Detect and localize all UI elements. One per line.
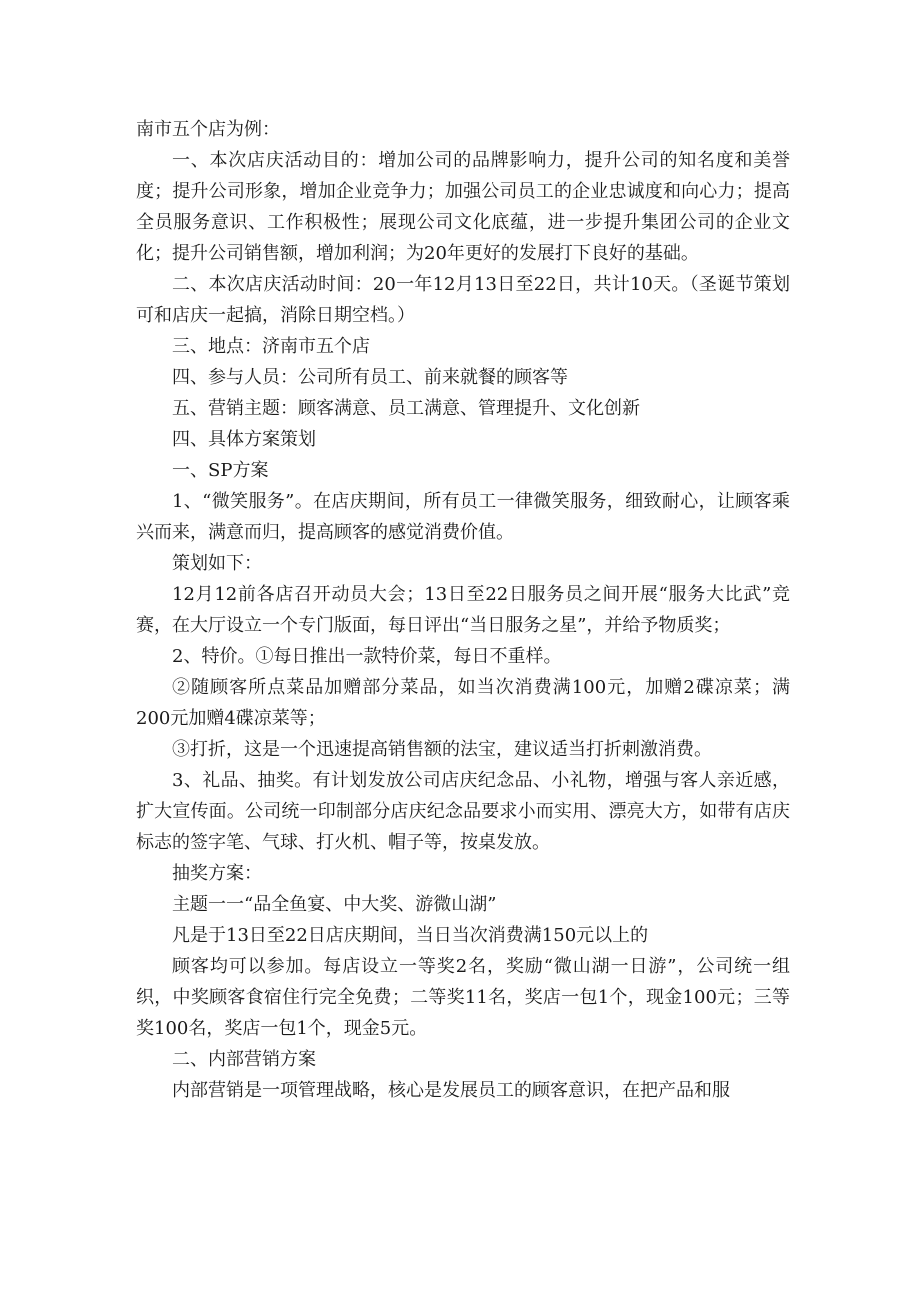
paragraph-19: 顾客均可以参加。每店设立一等奖2名，奖励“微山湖一日游”，公司统一组织，中奖顾客食宿住行完全免费；二等奖11名，奖店一包1个，现金100元；三等奖100名，奖店一包1个，现金5元。	[136, 956, 790, 1039]
subsection-heading-internal: 二、内部营销方案	[172, 1049, 316, 1070]
paragraph-14: ③打折，这是一个迅速提高销售额的法宝，建议适当打折刺激消费。	[172, 739, 712, 760]
paragraph-2: 一、本次店庆活动目的：增加公司的品牌影响力，提升公司的知名度和美誉度；提升公司形象，增加企业竞争力；加强公司员工的企业忠诚度和向心力；提高全员服务意识、工作积极性；展现公司文化底蕴，进一步提升集团公司的企业文化；提升公司销售额，增加利润；为20年更好的发展打下良好的基础。	[136, 150, 790, 264]
paragraph-18: 凡是于13日至22日店庆期间，当日当次消费满150元以上的	[172, 925, 649, 946]
section-heading: 四、具体方案策划	[172, 429, 316, 450]
paragraph-1: 南市五个店为例：	[136, 119, 280, 140]
document-body	[136, 114, 790, 1106]
paragraph-15: 3、礼品、抽奖。有计划发放公司店庆纪念品、小礼物，增强与客人亲近感，扩大宣传面。公司统一印制部分店庆纪念品要求小而实用、漂亮大方，如带有店庆标志的签字笔、气球、打火机、帽子等，按桌发放。	[136, 770, 790, 853]
paragraph-17: 主题一一“品全鱼宴、中大奖、游微山湖”	[172, 894, 497, 915]
paragraph-3: 二、本次店庆活动时间：20一年12月13日至22日，共计10天。（圣诞节策划可和店庆一起搞，消除日期空档。）	[136, 274, 790, 326]
paragraph-9: 1、“微笑服务”。在店庆期间，所有员工一律微笑服务，细致耐心，让顾客乘兴而来，满意而归，提高顾客的感觉消费价值。	[136, 491, 790, 543]
paragraph-11: 12月12前各店召开动员大会；13日至22日服务员之间开展“服务大比武”竞赛，在大厅设立一个专门版面，每日评出“当日服务之星”，并给予物质奖；	[136, 584, 790, 636]
subsection-heading-sp: 一、SP方案	[172, 460, 269, 481]
paragraph-12: 2、特价。①每日推出一款特价菜，每日不重样。	[172, 646, 562, 667]
paragraph-13: ②随顾客所点菜品加赠部分菜品，如当次消费满100元，加赠2碟凉菜；满200元加赠4碟凉菜等；	[136, 677, 790, 729]
paragraph-6: 五、营销主题：顾客满意、员工满意、管理提升、文化创新	[172, 398, 640, 419]
paragraph-5: 四、参与人员：公司所有员工、前来就餐的顾客等	[172, 367, 568, 388]
paragraph-10: 策划如下：	[172, 553, 262, 574]
paragraph-4: 三、地点：济南市五个店	[172, 336, 370, 357]
paragraph-21: 内部营销是一项管理战略，核心是发展员工的顾客意识，在把产品和服	[172, 1080, 730, 1101]
paragraph-16: 抽奖方案：	[172, 863, 262, 884]
